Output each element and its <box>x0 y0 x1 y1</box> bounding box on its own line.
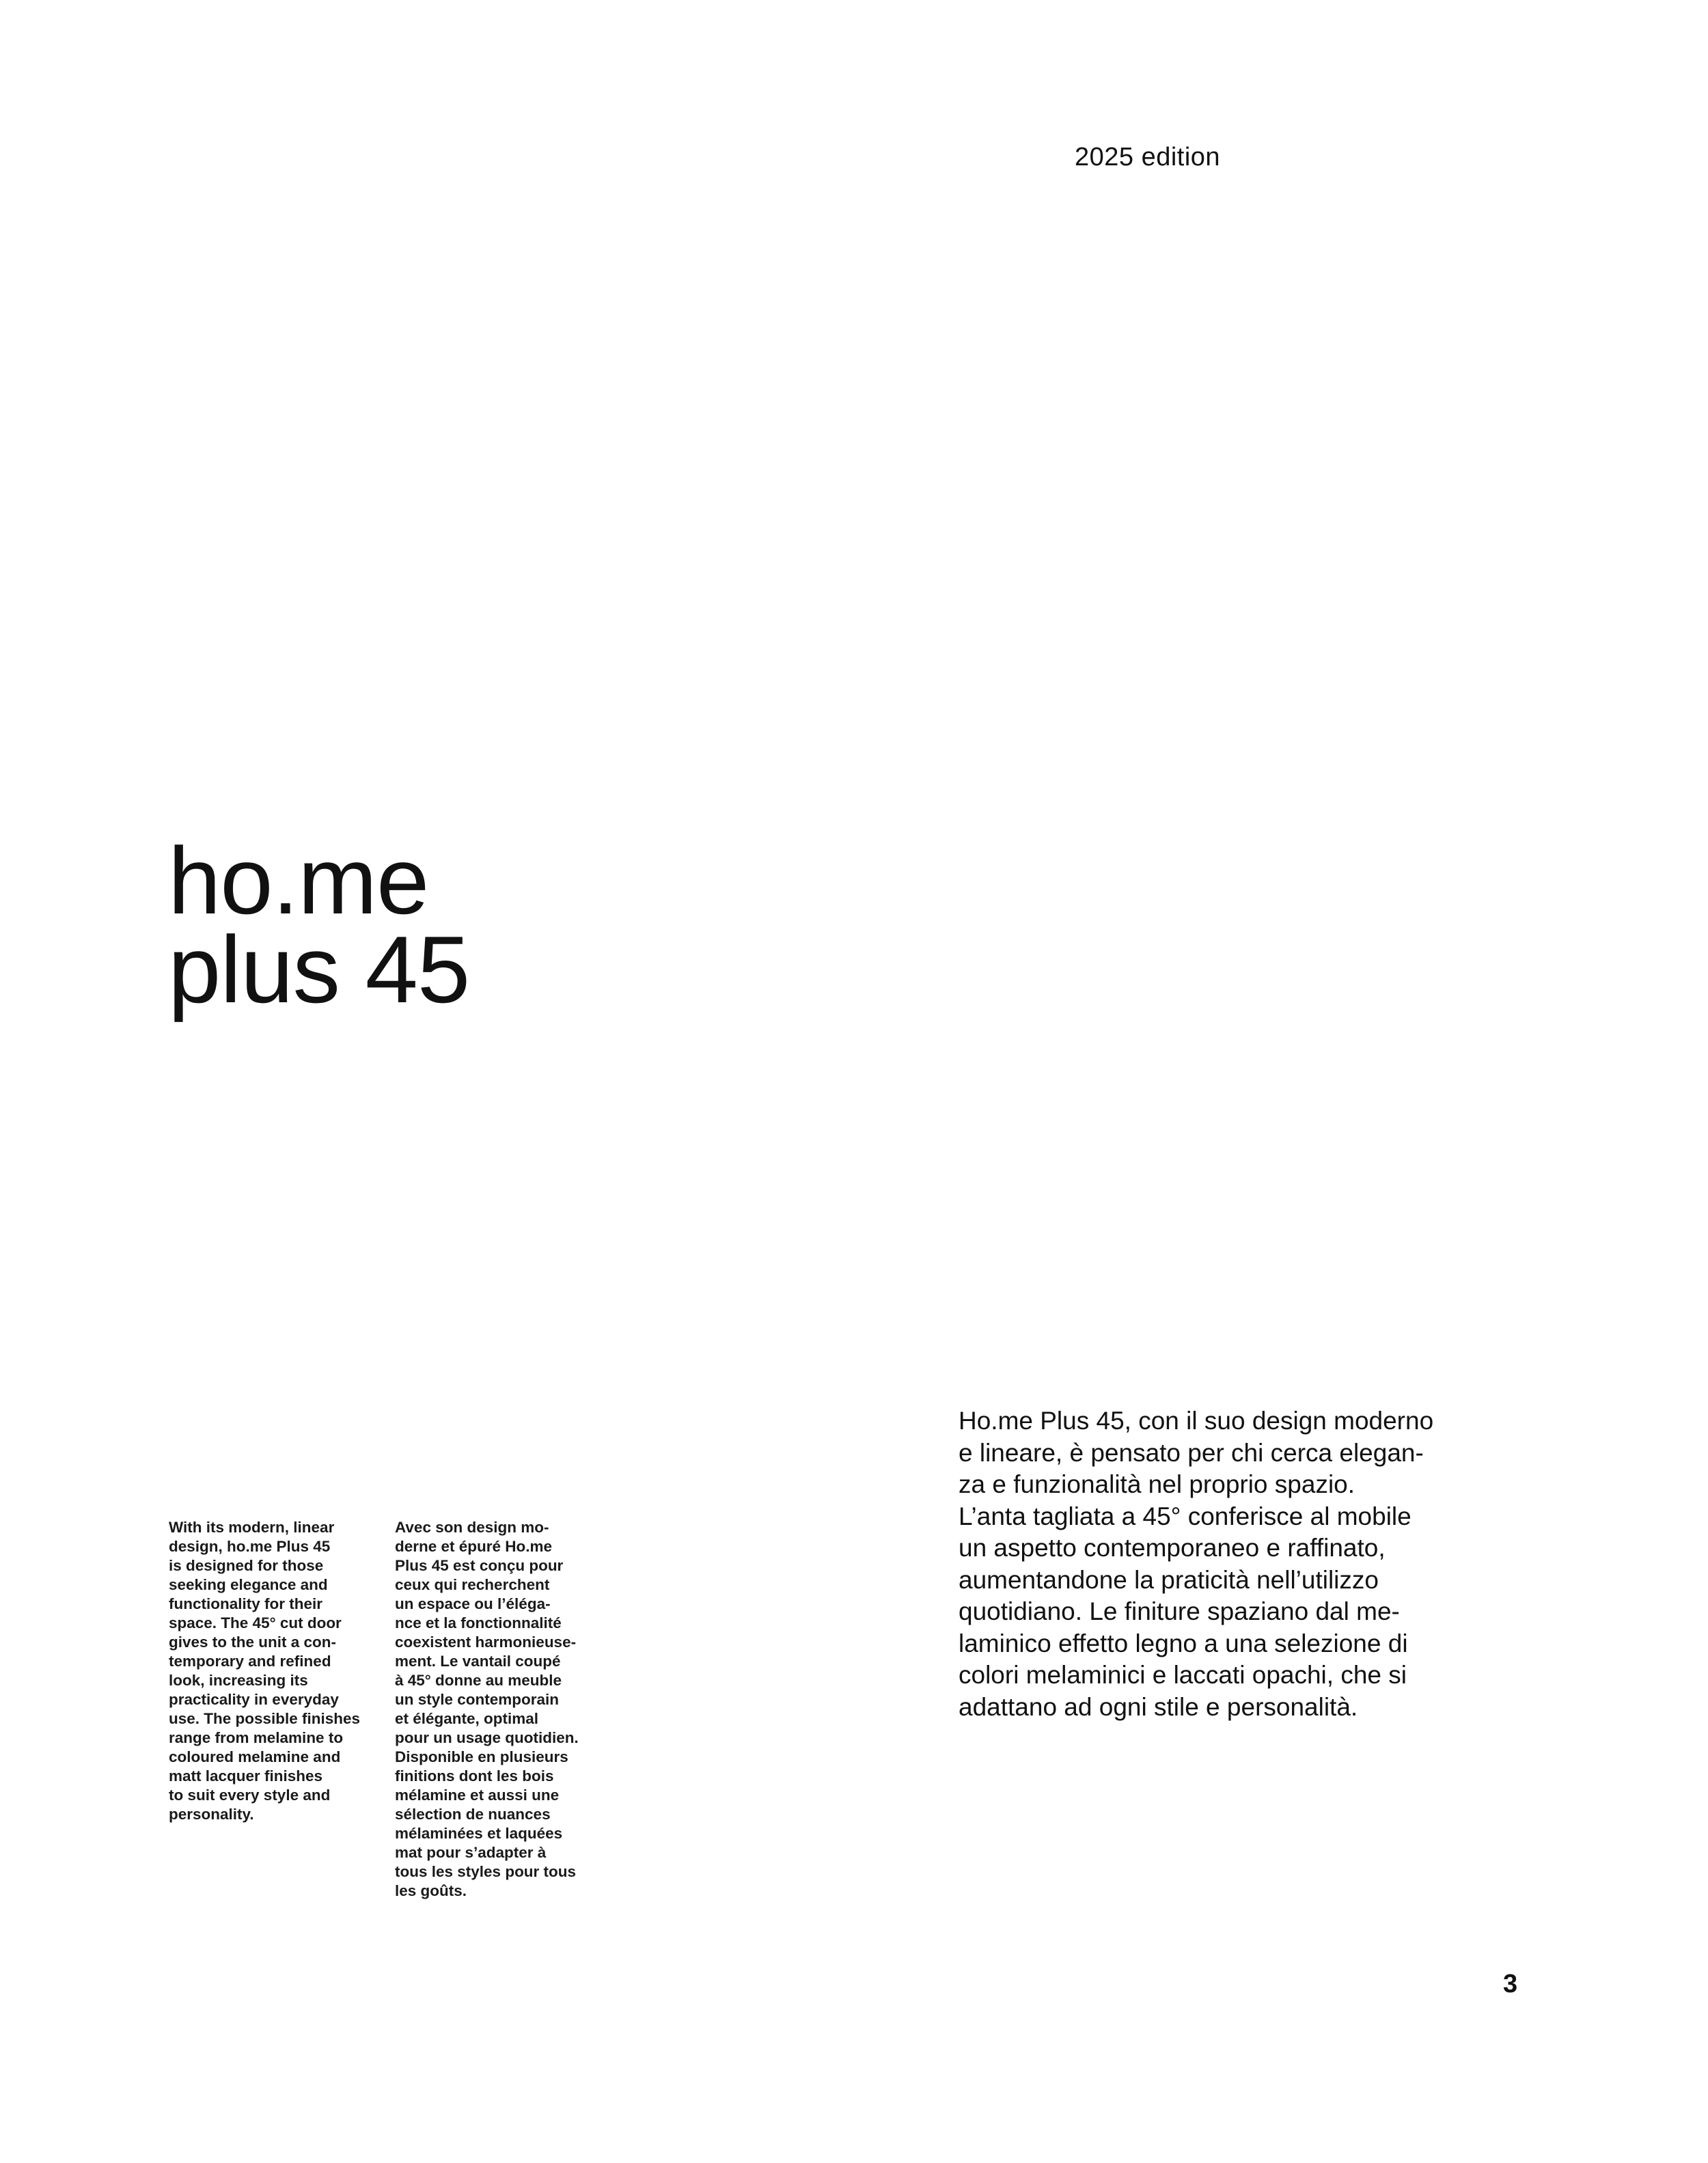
text-line: design, ho.me Plus 45 <box>169 1538 331 1555</box>
french-description <box>395 1518 614 1901</box>
page-title <box>168 828 470 1023</box>
text-line: With its modern, linear <box>169 1519 335 1536</box>
english-description <box>169 1518 387 1824</box>
text-line: practicality in everyday <box>169 1691 339 1708</box>
text-line: sélection de nuances <box>395 1806 551 1823</box>
text-line: Ho.me Plus 45, con il suo design moderno <box>959 1407 1434 1435</box>
text-line: laminico effetto legno a una selezione di <box>959 1629 1408 1657</box>
italian-description <box>959 1405 1560 1723</box>
text-line: to suit every style and <box>169 1787 331 1804</box>
text-line: temporary and refined <box>169 1653 331 1670</box>
text-line: Plus 45 est conçu pour <box>395 1557 564 1574</box>
text-line: za e funzionalità nel proprio spazio. <box>959 1470 1355 1498</box>
text-line: ment. Le vantail coupé <box>395 1653 561 1670</box>
text-line: aumentandone la praticità nell’utilizzo <box>959 1565 1379 1594</box>
text-line: et élégante, optimal <box>395 1710 539 1727</box>
text-line: L’anta tagliata a 45° conferisce al mobile <box>959 1502 1411 1530</box>
title-line-2: plus 45 <box>168 917 470 1023</box>
text-line: seeking elegance and <box>169 1576 328 1593</box>
text-line: nce et la fonctionnalité <box>395 1614 562 1631</box>
text-line: space. The 45° cut door <box>169 1614 342 1631</box>
text-line: range from melamine to <box>169 1729 344 1746</box>
text-line: ceux qui recherchent <box>395 1576 550 1593</box>
text-line: e lineare, è pensato per chi cerca elegan- <box>959 1438 1424 1467</box>
text-line: use. The possible finishes <box>169 1710 361 1727</box>
text-line: pour un usage quotidien. <box>395 1729 579 1746</box>
text-line: mélamine et aussi une <box>395 1787 560 1804</box>
text-line: Avec son design mo- <box>395 1519 549 1536</box>
text-line: un aspetto contemporaneo e raffinato, <box>959 1534 1386 1562</box>
text-line: coexistent harmonieuse- <box>395 1634 577 1651</box>
text-line: les goûts. <box>395 1882 467 1899</box>
text-line: quotidiano. Le finiture spaziano dal me- <box>959 1597 1400 1625</box>
text-line: look, increasing its <box>169 1672 308 1689</box>
text-line: à 45° donne au meuble <box>395 1672 562 1689</box>
text-line: personality. <box>169 1806 254 1823</box>
text-line: tous les styles pour tous <box>395 1863 577 1880</box>
edition-label: 2025 edition <box>1075 143 1221 171</box>
text-line: mat pour s’adapter à <box>395 1844 547 1861</box>
text-line: coloured melamine and <box>169 1748 341 1765</box>
text-line: gives to the unit a con- <box>169 1634 337 1651</box>
text-line: matt lacquer finishes <box>169 1767 323 1785</box>
text-line: un espace ou l’éléga- <box>395 1595 551 1612</box>
text-line: colori melaminici e laccati opachi, che si <box>959 1661 1407 1689</box>
page-number: 3 <box>1503 1970 1518 1998</box>
text-line: un style contemporain <box>395 1691 560 1708</box>
text-line: adattano ad ogni stile e personalità. <box>959 1692 1358 1721</box>
text-line: Disponible en plusieurs <box>395 1748 568 1765</box>
text-line: functionality for their <box>169 1595 322 1612</box>
text-line: is designed for those <box>169 1557 324 1574</box>
text-line: derne et épuré Ho.me <box>395 1538 553 1555</box>
text-line: mélaminées et laquées <box>395 1825 563 1842</box>
text-line: finitions dont les bois <box>395 1767 554 1785</box>
title-line-1: ho.me <box>168 828 429 934</box>
